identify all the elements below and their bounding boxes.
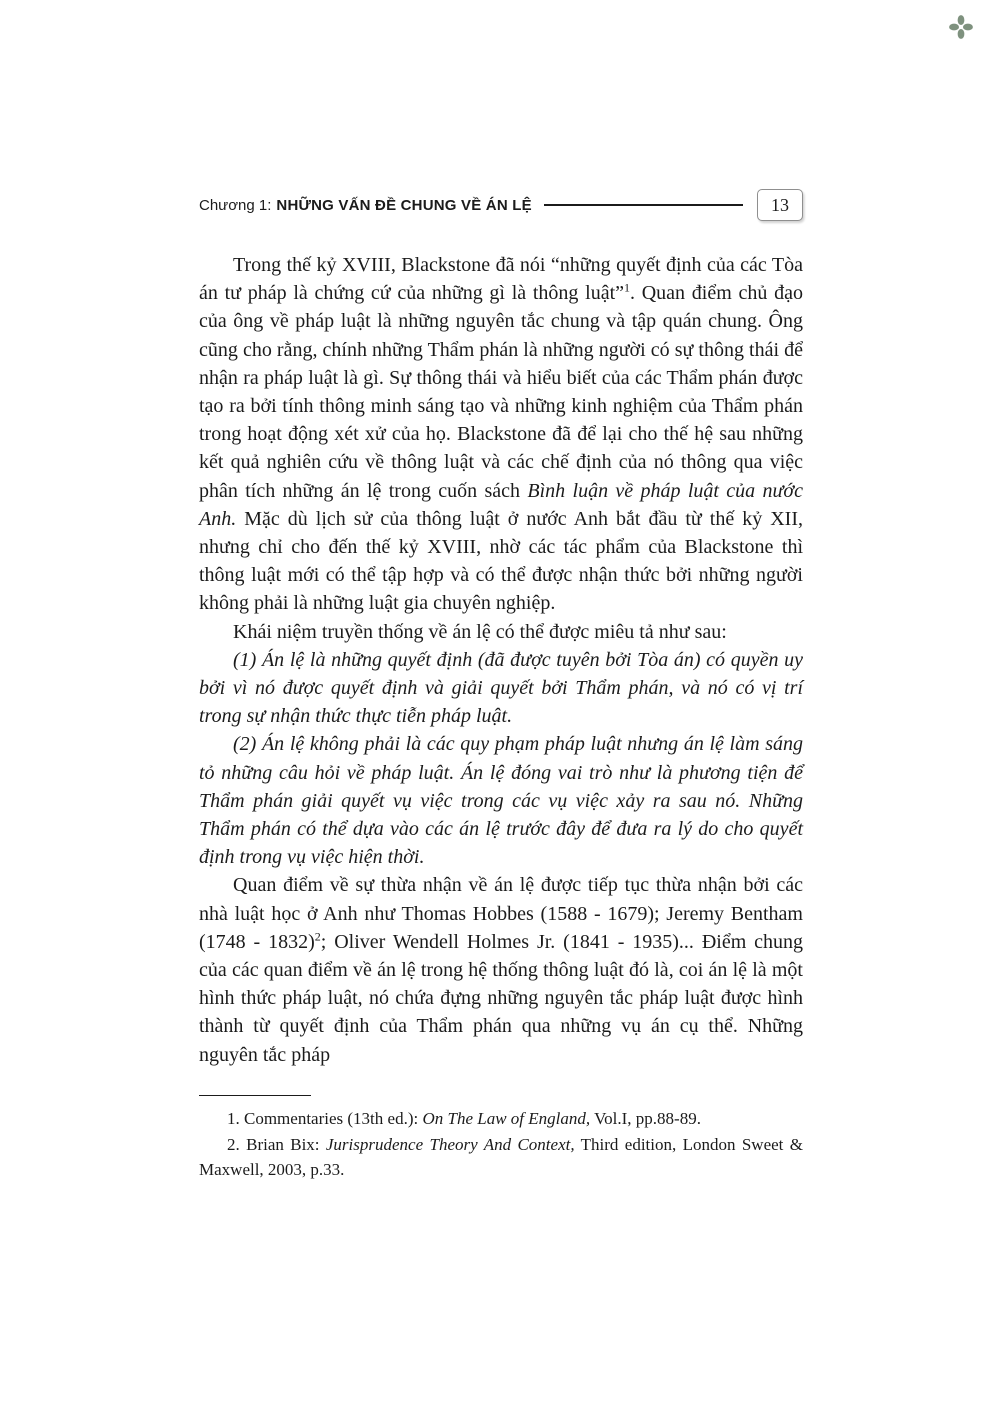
text-run: . Quan điểm chủ đạo của ông về pháp luật là những nguyên tắc chung và tập quán chung. Ông cũng cho rằng, chính những Thẩm phán là những người có sự thông thái để nhận ra pháp luật là gì. Sự thông thái và hiểu biết của các Thẩm phán được tạo ra bởi tính thông minh sáng tạo và những kinh nghiệm của Thẩm phán trong hoạt động xét xử của họ. Blackstone đã để lại cho thế hệ sau những kết quả nghiên cứu về thông luật và các chế định của nó thông qua việc phân tích những án lệ trong cuốn sách: [199, 282, 803, 502]
paragraph: [199, 646, 803, 731]
footnote-separator: [199, 1095, 311, 1097]
text-run: On The Law of England,: [422, 1109, 591, 1129]
flower-ornament-icon: [948, 14, 974, 40]
page-header: [199, 186, 803, 224]
text-run: Trong thế kỷ XVIII, Blackstone đã nói “những quyết định của các Tòa án tư pháp là chứng cứ của những gì là thông luật”: [199, 254, 803, 305]
text-run: ; Oliver Wendell Holmes Jr. (1841 - 1935)... Điểm chung của các quan điểm về án lệ trong hệ thống thông luật đó là, coi án lệ là một hình thức pháp luật, nó chứa đựng những nguyên tắc pháp luật được hình thành từ quyết định của Thẩm phán qua những vụ án cụ thể. Những nguyên tắc pháp: [199, 930, 804, 1066]
body-text: [199, 251, 803, 1069]
footnote-reference-superscript: 1: [624, 280, 631, 295]
footnote-reference-superscript: 2: [314, 929, 321, 944]
text-run: 1. Commentaries (13th ed.):: [227, 1109, 423, 1129]
page-number-badge: 13: [757, 189, 803, 221]
paragraph: [199, 618, 803, 646]
text-run: Vol.I, pp.88-89.: [590, 1109, 701, 1129]
text-run: Jurisprudence Theory And Context,: [325, 1134, 575, 1154]
header-rule: [544, 204, 743, 207]
text-run: (1) Án lệ là những quyết định (đã được tuyên bởi Tòa án) có quyền uy bởi vì nó được quyết định và giải quyết bởi Thẩm phán, và nó có vị trí trong sự nhận thức thực tiễn pháp luật.: [199, 648, 803, 728]
text-run: Quan điểm về sự thừa nhận về án lệ được tiếp tục thừa nhận bởi các nhà luật học ở Anh như Thomas Hobbes (1588 - 1679); Jeremy Bentham (1748 - 1832): [199, 874, 803, 953]
chapter-prefix: Chương 1:: [199, 196, 272, 214]
paragraph: [199, 871, 803, 1068]
text-run: 2. Brian Bix:: [227, 1134, 326, 1154]
text-run: (2) Án lệ không phải là các quy phạm pháp luật nhưng án lệ làm sáng tỏ những câu hỏi về pháp luật. Án lệ đóng vai trò như là phương tiện để Thẩm phán giải quyết vụ việc trong các vụ việc xảy ra sau nó. Những Thẩm phán có thể dựa vào các án lệ trước đây để đưa ra lý do cho quyết định trong vụ việc hiện thời.: [199, 733, 803, 869]
text-run: Bình luận về pháp luật của nước Anh.: [199, 479, 803, 530]
paragraph: [199, 251, 803, 618]
paragraph: [199, 730, 803, 871]
text-run: Third edition, London Sweet & Maxwell, 2003, p.33.: [199, 1134, 803, 1180]
footnotes-block: [199, 1106, 803, 1183]
text-run: Khái niệm truyền thống về án lệ có thể được miêu tả như sau:: [233, 620, 727, 643]
chapter-title: NHỮNG VẤN ĐỀ CHUNG VỀ ÁN LỆ: [276, 196, 532, 214]
text-run: Mặc dù lịch sử của thông luật ở nước Anh bắt đầu từ thế kỷ XII, nhưng chỉ cho đến thế kỷ XVIII, nhờ các tác phẩm của Blackstone thì thông luật mới có thể tập hợp và có thể được nhận thức bởi những người không phải là những luật gia chuyên nghiệp.: [199, 507, 803, 615]
footnote: [199, 1132, 803, 1183]
page-ornament-icon: [948, 14, 974, 40]
footnote: [199, 1106, 803, 1132]
book-page: [199, 186, 803, 1183]
